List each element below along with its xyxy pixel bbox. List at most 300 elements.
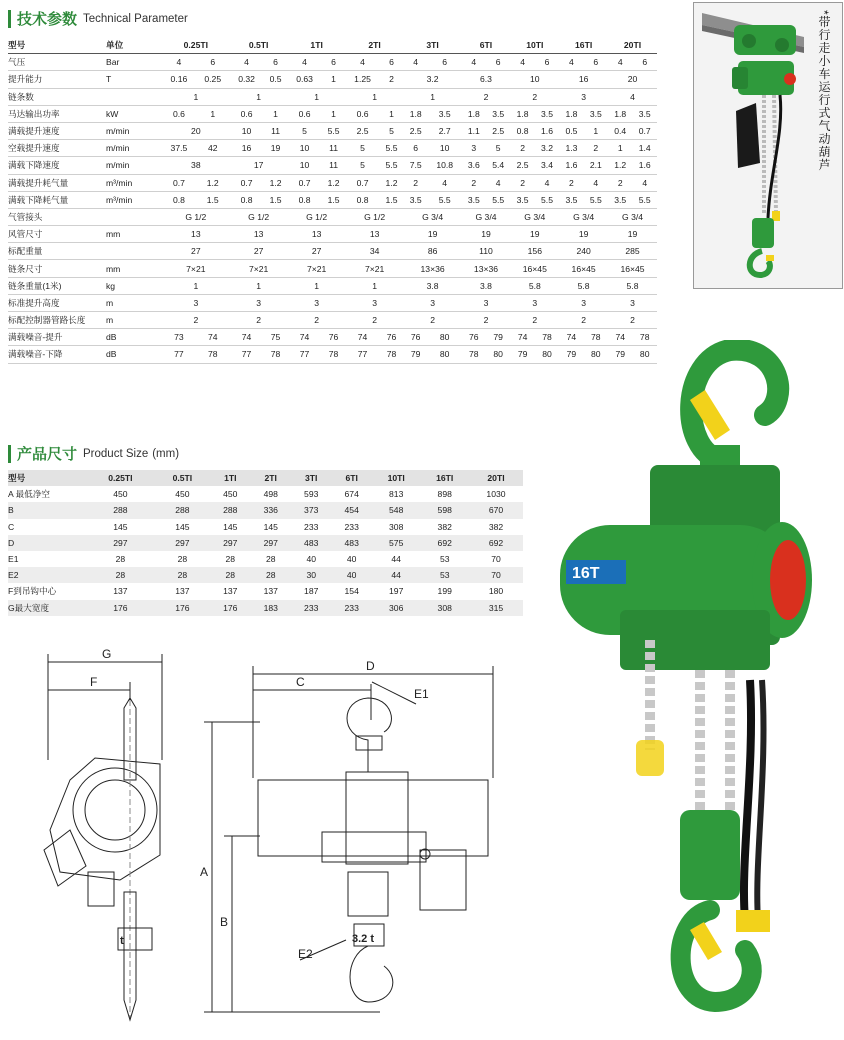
- value-cell: 1.6: [632, 157, 657, 174]
- value-cell: 5.5: [486, 191, 510, 208]
- table-row: [8, 54, 657, 71]
- value-cell: 0.7: [230, 174, 264, 191]
- value-cell: 77: [230, 346, 264, 363]
- value-cell: 86: [404, 243, 462, 260]
- value-cell: 13×36: [462, 260, 511, 277]
- value-cell: 19: [263, 140, 287, 157]
- size-title-en: Product Size (mm): [83, 447, 180, 460]
- value-cell: 0.8: [230, 191, 264, 208]
- value-cell: 4: [584, 174, 608, 191]
- header-cell: 0.5TI: [230, 37, 288, 54]
- value-cell: 13: [346, 226, 404, 243]
- header-cell: 2TI: [251, 470, 291, 486]
- dim-label-a: A: [200, 865, 209, 879]
- value-cell: 3: [162, 294, 230, 311]
- value-cell: 73: [162, 329, 196, 346]
- row-unit: T: [106, 71, 162, 88]
- row-unit: m/min: [106, 122, 162, 139]
- value-cell: 3.5: [608, 191, 632, 208]
- value-cell: 1: [162, 277, 230, 294]
- value-cell: 3.6: [462, 157, 486, 174]
- value-cell: 19: [510, 226, 559, 243]
- value-cell: 1.2: [379, 174, 403, 191]
- value-cell: 199: [437, 586, 452, 597]
- value-cell: 74: [346, 329, 380, 346]
- value-cell: 0.8: [162, 191, 196, 208]
- value-cell: 7×21: [230, 260, 288, 277]
- value-cell: 76: [462, 329, 486, 346]
- row-label: 气压: [8, 54, 106, 71]
- value-cell: 1.5: [321, 191, 345, 208]
- value-cell: 2: [510, 88, 559, 105]
- value-cell: 7.5: [404, 157, 428, 174]
- value-cell: 78: [462, 346, 486, 363]
- table-row: [8, 277, 657, 294]
- row-unit: m: [106, 294, 162, 311]
- table-row: [8, 567, 523, 583]
- value-cell: 2: [404, 174, 428, 191]
- value-cell: 0.6: [230, 105, 264, 122]
- row-unit: Bar: [106, 54, 162, 71]
- value-cell: 2: [404, 312, 462, 329]
- table-row: [8, 486, 523, 502]
- value-cell: 79: [559, 346, 583, 363]
- value-cell: 80: [535, 346, 559, 363]
- value-cell: 297: [86, 535, 155, 551]
- row-label: 提升能力: [8, 71, 106, 88]
- row-label: 链条重量(1米): [8, 277, 106, 294]
- value-cell: 77: [288, 346, 322, 363]
- value-cell: 79: [510, 346, 534, 363]
- value-cell: 3: [462, 140, 486, 157]
- value-cell: 2: [608, 312, 657, 329]
- value-cell: 5: [486, 140, 510, 157]
- value-cell: 11: [263, 122, 287, 139]
- value-cell: 3: [288, 294, 346, 311]
- row-label: 气管接头: [8, 208, 106, 225]
- row-unit: dB: [106, 346, 162, 363]
- value-cell: 3.5: [428, 105, 462, 122]
- value-cell: 1: [230, 277, 288, 294]
- value-cell: 0.32: [230, 71, 264, 88]
- value-cell: 2: [462, 174, 486, 191]
- value-cell: 11: [321, 157, 345, 174]
- row-unit: m: [106, 312, 162, 329]
- value-cell: 28: [210, 567, 250, 583]
- value-cell: 2: [462, 88, 511, 105]
- value-cell: 1.5: [379, 191, 403, 208]
- value-cell: 1.8: [404, 105, 428, 122]
- value-cell: 2: [162, 312, 230, 329]
- header-cell: 单位: [106, 37, 162, 54]
- value-cell: 180: [488, 586, 504, 597]
- dim-label-b: B: [220, 915, 229, 929]
- header-cell: 6TI: [462, 37, 511, 54]
- value-cell: 1: [404, 88, 462, 105]
- row-label: 链条尺寸: [8, 260, 106, 277]
- value-cell: 5.5: [321, 122, 345, 139]
- value-cell: 483: [331, 535, 371, 551]
- value-cell: 78: [632, 329, 657, 346]
- value-cell: 53: [420, 567, 469, 583]
- size-title-cn: 产品尺寸: [17, 446, 78, 463]
- value-cell: 137: [263, 586, 278, 597]
- value-cell: 4: [404, 54, 428, 71]
- value-cell: 37.5: [162, 140, 196, 157]
- table-row: [8, 535, 523, 551]
- value-cell: 44: [391, 554, 401, 565]
- header-cell: 型号: [8, 37, 106, 54]
- row-label: F到吊钩中心: [8, 586, 57, 597]
- value-cell: 16×45: [608, 260, 657, 277]
- header-cell: 1TI: [210, 470, 250, 486]
- value-cell: 598: [420, 502, 469, 518]
- value-cell: 5: [346, 157, 380, 174]
- value-cell: 53: [439, 554, 450, 565]
- value-cell: 3: [510, 294, 559, 311]
- value-cell: 13: [288, 226, 346, 243]
- value-cell: 145: [263, 521, 278, 532]
- dim-label-d: D: [366, 659, 375, 673]
- row-label: 满载噪音-提升: [8, 329, 106, 346]
- row-unit: [106, 243, 162, 260]
- value-cell: 78: [584, 329, 608, 346]
- value-cell: 74: [608, 329, 632, 346]
- row-label: 标配重量: [8, 243, 106, 260]
- value-cell: 4: [486, 174, 510, 191]
- value-cell: 1: [346, 277, 404, 294]
- value-cell: 20: [608, 71, 657, 88]
- row-unit: mm: [106, 226, 162, 243]
- value-cell: 2: [379, 71, 403, 88]
- value-cell: G 1/2: [230, 208, 288, 225]
- table-row: [8, 519, 523, 535]
- value-cell: 76: [321, 329, 345, 346]
- value-cell: 2: [288, 312, 346, 329]
- value-cell: 0.63: [288, 71, 322, 88]
- value-cell: 30: [291, 567, 331, 583]
- value-cell: 6: [321, 54, 345, 71]
- row-label: C: [8, 521, 15, 532]
- value-cell: G 3/4: [510, 208, 559, 225]
- value-cell: 670: [469, 502, 523, 518]
- value-cell: 692: [420, 535, 469, 551]
- value-cell: 1.6: [559, 157, 583, 174]
- table-row: [8, 71, 657, 88]
- value-cell: 3: [346, 294, 404, 311]
- value-cell: 285: [608, 243, 657, 260]
- header-cell: 型号: [8, 470, 86, 486]
- value-cell: 13: [230, 226, 288, 243]
- value-cell: 156: [510, 243, 559, 260]
- value-cell: 77: [346, 346, 380, 363]
- value-cell: 0.5: [263, 71, 287, 88]
- value-cell: 27: [288, 243, 346, 260]
- value-cell: 110: [462, 243, 511, 260]
- table-row: [8, 122, 657, 139]
- value-cell: 306: [372, 600, 421, 616]
- value-cell: 2: [584, 140, 608, 157]
- value-cell: 78: [263, 346, 287, 363]
- row-unit: m³/min: [106, 191, 162, 208]
- value-cell: 3: [559, 88, 608, 105]
- header-cell: 0.25TI: [86, 470, 155, 486]
- value-cell: 5.4: [486, 157, 510, 174]
- table-header-row: [8, 470, 523, 486]
- value-cell: 154: [344, 586, 359, 597]
- value-cell: 1.8: [462, 105, 486, 122]
- value-cell: 692: [469, 535, 523, 551]
- value-cell: 0.16: [162, 71, 196, 88]
- value-cell: 74: [288, 329, 322, 346]
- value-cell: 27: [162, 243, 230, 260]
- value-cell: 898: [437, 489, 452, 500]
- tech-title-en: Technical Parameter: [83, 12, 188, 25]
- value-cell: 5.5: [535, 191, 559, 208]
- value-cell: 1: [263, 105, 287, 122]
- value-cell: 1.5: [263, 191, 287, 208]
- value-cell: 5.5: [632, 191, 657, 208]
- value-cell: 450: [223, 489, 238, 500]
- value-cell: 2: [608, 174, 632, 191]
- row-label: A 最低净空: [8, 489, 51, 500]
- value-cell: 0.8: [288, 191, 322, 208]
- value-cell: 176: [155, 600, 210, 616]
- value-cell: 78: [196, 346, 230, 363]
- value-cell: 0.7: [162, 174, 196, 191]
- header-cell: 20TI: [469, 470, 523, 486]
- value-cell: 78: [321, 346, 345, 363]
- value-cell: 4: [535, 174, 559, 191]
- value-cell: 1.6: [535, 122, 559, 139]
- table-row: [8, 174, 657, 191]
- value-cell: 2: [510, 312, 559, 329]
- value-cell: 40: [306, 554, 316, 565]
- table-row: [8, 312, 657, 329]
- table-row: [8, 502, 523, 518]
- value-cell: 0.7: [346, 174, 380, 191]
- value-cell: 20: [162, 122, 230, 139]
- value-cell: 240: [559, 243, 608, 260]
- row-unit: m/min: [106, 140, 162, 157]
- value-cell: 11: [321, 140, 345, 157]
- value-cell: 5.5: [428, 191, 462, 208]
- row-label: G最大宽度: [8, 600, 86, 616]
- row-label: 风管尺寸: [8, 226, 106, 243]
- value-cell: 6: [584, 54, 608, 71]
- value-cell: 6: [404, 140, 428, 157]
- table-row: [8, 243, 657, 260]
- value-cell: 5.8: [608, 277, 657, 294]
- value-cell: 1.1: [462, 122, 486, 139]
- value-cell: 4: [632, 174, 657, 191]
- value-cell: 1: [288, 88, 346, 105]
- value-cell: 1.8: [510, 105, 534, 122]
- value-cell: 297: [210, 535, 250, 551]
- value-cell: 575: [372, 535, 421, 551]
- value-cell: 28: [225, 554, 236, 565]
- row-unit: kW: [106, 105, 162, 122]
- value-cell: 2: [346, 312, 404, 329]
- value-cell: 3.2: [535, 140, 559, 157]
- value-cell: 5.5: [379, 157, 403, 174]
- row-label: 马达输出功率: [8, 105, 106, 122]
- value-cell: 288: [155, 502, 210, 518]
- value-cell: 336: [251, 502, 291, 518]
- value-cell: 382: [437, 521, 452, 532]
- tech-section-title: [8, 8, 188, 29]
- value-cell: 44: [372, 567, 421, 583]
- row-label: E2: [8, 567, 86, 583]
- value-cell: 77: [162, 346, 196, 363]
- row-label: 标配控制器管路长度: [8, 312, 106, 329]
- value-cell: G 3/4: [608, 208, 657, 225]
- technical-parameter-table: [8, 37, 657, 364]
- value-cell: G 3/4: [462, 208, 511, 225]
- value-cell: 3.5: [584, 105, 608, 122]
- value-cell: 2: [510, 174, 534, 191]
- value-cell: 6: [196, 54, 230, 71]
- value-cell: 2: [559, 312, 608, 329]
- value-cell: 1: [584, 122, 608, 139]
- value-cell: 3.5: [486, 105, 510, 122]
- value-cell: 27: [230, 243, 288, 260]
- title-bar: [8, 10, 11, 28]
- value-cell: 5: [288, 122, 322, 139]
- value-cell: 3.4: [535, 157, 559, 174]
- value-cell: 10: [510, 71, 559, 88]
- table-row: [8, 551, 523, 567]
- value-cell: 70: [469, 567, 523, 583]
- value-cell: 2: [510, 140, 534, 157]
- value-cell: 1.25: [346, 71, 380, 88]
- value-cell: 17: [230, 157, 288, 174]
- value-cell: 233: [304, 521, 319, 532]
- value-cell: 297: [155, 535, 210, 551]
- value-cell: 10: [288, 157, 322, 174]
- value-cell: 2.5: [346, 122, 380, 139]
- value-cell: 16: [230, 140, 264, 157]
- value-cell: 1: [196, 105, 230, 122]
- value-cell: 1: [608, 140, 632, 157]
- value-cell: 1030: [486, 489, 506, 500]
- value-cell: 6: [632, 54, 657, 71]
- value-cell: 4: [559, 54, 583, 71]
- value-cell: 79: [404, 346, 428, 363]
- value-cell: 78: [535, 329, 559, 346]
- value-cell: 4: [346, 54, 380, 71]
- value-cell: 4: [462, 54, 486, 71]
- value-cell: 38: [162, 157, 230, 174]
- value-cell: G 1/2: [162, 208, 230, 225]
- row-unit: mm: [106, 260, 162, 277]
- table-row: [8, 140, 657, 157]
- value-cell: 28: [155, 567, 210, 583]
- value-cell: 5.5: [584, 191, 608, 208]
- value-cell: 373: [291, 502, 331, 518]
- row-label: 满载提升速度: [8, 122, 106, 139]
- row-label: 满载提升耗气量: [8, 174, 106, 191]
- value-cell: 0.8: [510, 122, 534, 139]
- value-cell: 3.5: [510, 191, 534, 208]
- capacity-label: 16T: [572, 565, 600, 582]
- value-cell: 176: [210, 600, 250, 616]
- value-cell: 2: [230, 312, 288, 329]
- value-cell: 19: [404, 226, 462, 243]
- value-cell: 3.5: [462, 191, 486, 208]
- value-cell: 4: [428, 174, 462, 191]
- dim-label-c: C: [296, 675, 305, 689]
- side-hook-mark: t: [120, 935, 124, 947]
- value-cell: 2.5: [404, 122, 428, 139]
- value-cell: 5.8: [510, 277, 559, 294]
- value-cell: 3: [559, 294, 608, 311]
- value-cell: 1: [321, 71, 345, 88]
- value-cell: 10.8: [428, 157, 462, 174]
- table-row: [8, 157, 657, 174]
- table-row: [8, 294, 657, 311]
- value-cell: 593: [304, 489, 319, 500]
- dim-label-g: G: [102, 647, 112, 661]
- row-unit: kg: [106, 277, 162, 294]
- value-cell: 76: [379, 329, 403, 346]
- value-cell: 137: [175, 586, 190, 597]
- value-cell: 197: [389, 586, 404, 597]
- value-cell: 4: [608, 54, 632, 71]
- value-cell: 5: [379, 122, 403, 139]
- value-cell: 34: [346, 243, 404, 260]
- value-cell: 2.5: [510, 157, 534, 174]
- value-cell: 3.5: [559, 191, 583, 208]
- value-cell: 3.5: [404, 191, 428, 208]
- table-row: [8, 88, 657, 105]
- value-cell: 2: [559, 174, 583, 191]
- row-unit: dB: [106, 329, 162, 346]
- value-cell: 6: [535, 54, 559, 71]
- value-cell: G 3/4: [404, 208, 462, 225]
- value-cell: 288: [210, 502, 250, 518]
- value-cell: 1: [321, 105, 345, 122]
- value-cell: 674: [344, 489, 359, 500]
- value-cell: 2.5: [486, 122, 510, 139]
- value-cell: G 1/2: [288, 208, 346, 225]
- value-cell: 0.5: [559, 122, 583, 139]
- value-cell: 28: [86, 567, 155, 583]
- row-label: 满载下降耗气量: [8, 191, 106, 208]
- value-cell: 454: [331, 502, 371, 518]
- row-label: 空载提升速度: [8, 140, 106, 157]
- value-cell: 1.2: [196, 174, 230, 191]
- value-cell: 13×36: [404, 260, 462, 277]
- value-cell: 3.5: [535, 105, 559, 122]
- value-cell: 75: [263, 329, 287, 346]
- value-cell: 6: [428, 54, 462, 71]
- value-cell: 3: [404, 294, 462, 311]
- value-cell: 74: [230, 329, 264, 346]
- size-section-title: [8, 443, 179, 464]
- row-label: B: [8, 502, 86, 518]
- value-cell: 187: [304, 586, 319, 597]
- value-cell: 80: [428, 329, 462, 346]
- row-label: D: [8, 535, 86, 551]
- product-size-table: [8, 470, 523, 616]
- row-unit: m/min: [106, 157, 162, 174]
- value-cell: 0.6: [288, 105, 322, 122]
- value-cell: 315: [469, 600, 523, 616]
- table-header-row: [8, 37, 657, 54]
- row-label: 标准提升高度: [8, 294, 106, 311]
- table-row: [8, 208, 657, 225]
